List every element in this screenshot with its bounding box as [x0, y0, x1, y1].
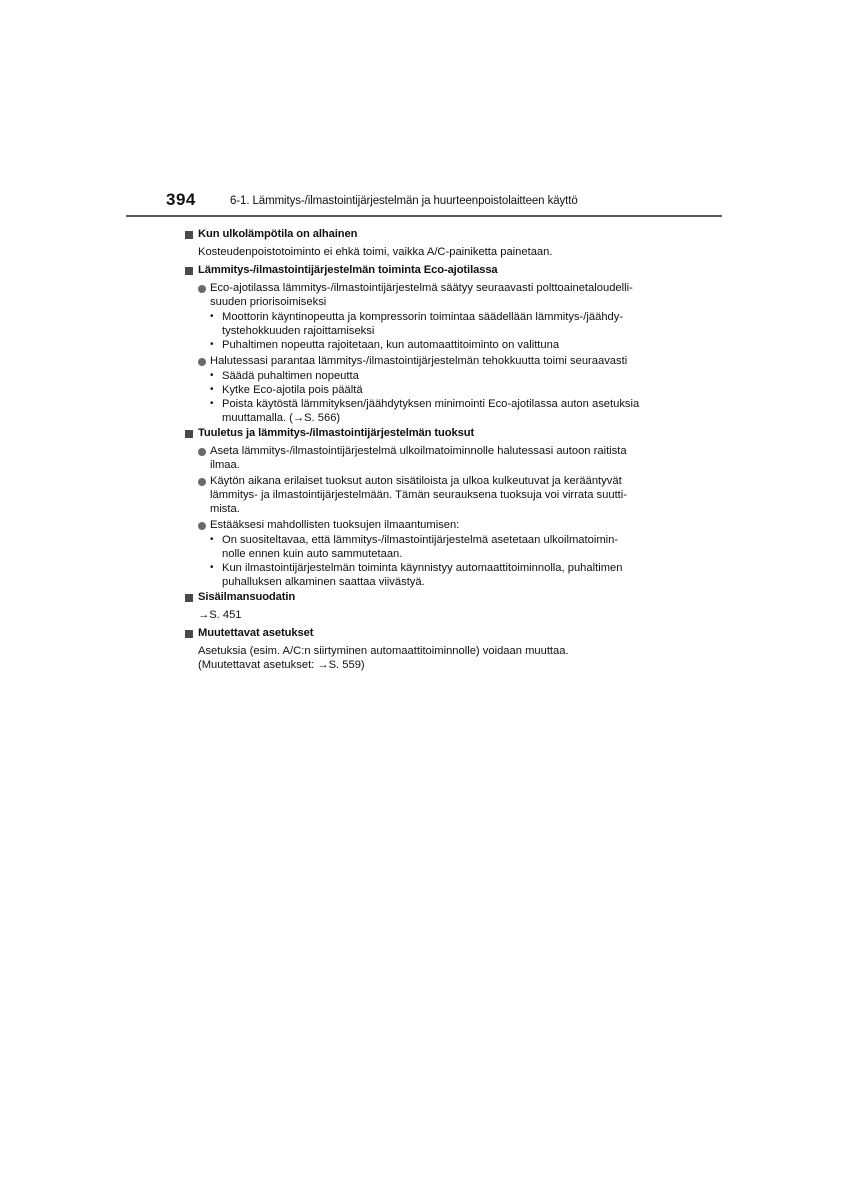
- paragraph-line: →S. 451: [198, 609, 242, 621]
- small-dot-icon: •: [210, 370, 214, 381]
- sub-bullet-line: On suositeltavaa, että lämmitys-/ilmastointijärjestelmä asetetaan ulkoilmatoimin-: [222, 534, 619, 546]
- bullet-line: Käytön aikana erilaiset tuoksut auton sisätiloista ja ulkoa kulkeutuvat ja kerääntyvät: [210, 475, 622, 487]
- section: [185, 625, 665, 672]
- bullet-line: Eco-ajotilassa lämmitys-/ilmastointijärjestelmä säätyy seuraavasti polttoainetaloudelli-: [210, 282, 633, 294]
- small-dot-icon: •: [210, 311, 214, 322]
- sub-bullet-item: [185, 561, 665, 589]
- bullet-item: [185, 518, 665, 532]
- section-heading: [185, 425, 665, 442]
- section-heading-text: Kun ulkolämpötila on alhainen: [198, 228, 358, 240]
- paragraph-line: Asetuksia (esim. A/C:n siirtyminen automaattitoiminnolle) voidaan muuttaa.: [198, 645, 569, 657]
- bullet-line: Halutessasi parantaa lämmitys-/ilmastointijärjestelmän tehokkuutta toimi seuraavasti: [210, 355, 628, 367]
- page-number: 394: [166, 190, 196, 209]
- small-dot-icon: •: [210, 339, 214, 350]
- bullet-item: [185, 281, 665, 309]
- bullet-item: [185, 354, 665, 368]
- bullet-item: [185, 444, 665, 472]
- section-heading: [185, 226, 665, 243]
- square-bullet-icon: [185, 594, 193, 602]
- chapter-title: 6-1. Lämmitys-/ilmastointijärjestelmän ja huurteenpoistolaitteen käyttö: [230, 195, 578, 207]
- sub-bullet-line: Säädä puhaltimen nopeutta: [222, 370, 359, 382]
- sub-bullet-line: tystehokkuuden rajoittamiseksi: [222, 325, 375, 337]
- sub-bullet-item: [185, 383, 665, 397]
- round-bullet-icon: [198, 478, 206, 486]
- section-heading: [185, 262, 665, 279]
- round-bullet-icon: [198, 358, 206, 366]
- round-bullet-icon: [198, 448, 206, 456]
- small-dot-icon: •: [210, 562, 214, 573]
- page-header: [126, 190, 722, 216]
- document-body: [185, 226, 665, 675]
- bullet-line: lämmitys- ja ilmastointijärjestelmään. Tämän seurauksena tuoksuja voi virrata suutti-: [210, 489, 628, 501]
- bullet-line: Aseta lämmitys-/ilmastointijärjestelmä ulkoilmatoiminnolle halutessasi autoon raitista: [210, 445, 627, 457]
- section: [185, 262, 665, 425]
- section-heading: [185, 625, 665, 642]
- section-heading: [185, 589, 665, 606]
- section: [185, 226, 665, 259]
- section-heading-text: Muutettavat asetukset: [198, 627, 314, 639]
- round-bullet-icon: [198, 285, 206, 293]
- paragraph-line: Kosteudenpoistotoiminto ei ehkä toimi, vaikka A/C-painiketta painetaan.: [198, 246, 553, 258]
- bullet-line: suuden priorisoimiseksi: [210, 296, 327, 308]
- sub-bullet-line: Moottorin käyntinopeutta ja kompressorin toimintaa säädellään lämmitys-/jäähdy-: [222, 311, 624, 323]
- bullet-line: mista.: [210, 503, 240, 515]
- square-bullet-icon: [185, 430, 193, 438]
- section-heading-text: Sisäilmansuodatin: [198, 591, 296, 603]
- section-heading-text: Lämmitys-/ilmastointijärjestelmän toiminta Eco-ajotilassa: [198, 264, 498, 276]
- paragraph: [185, 245, 665, 259]
- sub-bullet-line: puhalluksen alkaminen saattaa viivästyä.: [222, 576, 425, 588]
- small-dot-icon: •: [210, 384, 214, 395]
- square-bullet-icon: [185, 630, 193, 638]
- sub-bullet-item: [185, 338, 665, 352]
- sub-bullet-item: [185, 310, 665, 338]
- square-bullet-icon: [185, 231, 193, 239]
- sub-bullet-line: nolle ennen kuin auto sammutetaan.: [222, 548, 403, 560]
- paragraph: [185, 608, 665, 622]
- sub-bullet-line: Poista käytöstä lämmityksen/jäähdytyksen minimointi Eco-ajotilassa auton asetuksia: [222, 398, 640, 410]
- round-bullet-icon: [198, 522, 206, 530]
- section: [185, 425, 665, 589]
- sub-bullet-line: Puhaltimen nopeutta rajoitetaan, kun automaattitoiminto on valittuna: [222, 339, 560, 351]
- section-heading-text: Tuuletus ja lämmitys-/ilmastointijärjestelmän tuoksut: [198, 427, 475, 439]
- paragraph: [185, 644, 665, 672]
- bullet-item: [185, 474, 665, 516]
- square-bullet-icon: [185, 267, 193, 275]
- sub-bullet-line: Kytke Eco-ajotila pois päältä: [222, 384, 363, 396]
- sub-bullet-item: [185, 397, 665, 425]
- section: [185, 589, 665, 622]
- paragraph-line: (Muutettavat asetukset: →S. 559): [198, 659, 365, 671]
- header-rule: [126, 215, 722, 217]
- sub-bullet-item: [185, 533, 665, 561]
- sub-bullet-line: muuttamalla. (→S. 566): [222, 412, 341, 424]
- small-dot-icon: •: [210, 534, 214, 545]
- small-dot-icon: •: [210, 398, 214, 409]
- sub-bullet-line: Kun ilmastointijärjestelmän toiminta käynnistyy automaattitoiminnolla, puhaltimen: [222, 562, 623, 574]
- sub-bullet-item: [185, 369, 665, 383]
- bullet-line: ilmaa.: [210, 459, 240, 471]
- bullet-line: Estääksesi mahdollisten tuoksujen ilmaantumisen:: [210, 519, 460, 531]
